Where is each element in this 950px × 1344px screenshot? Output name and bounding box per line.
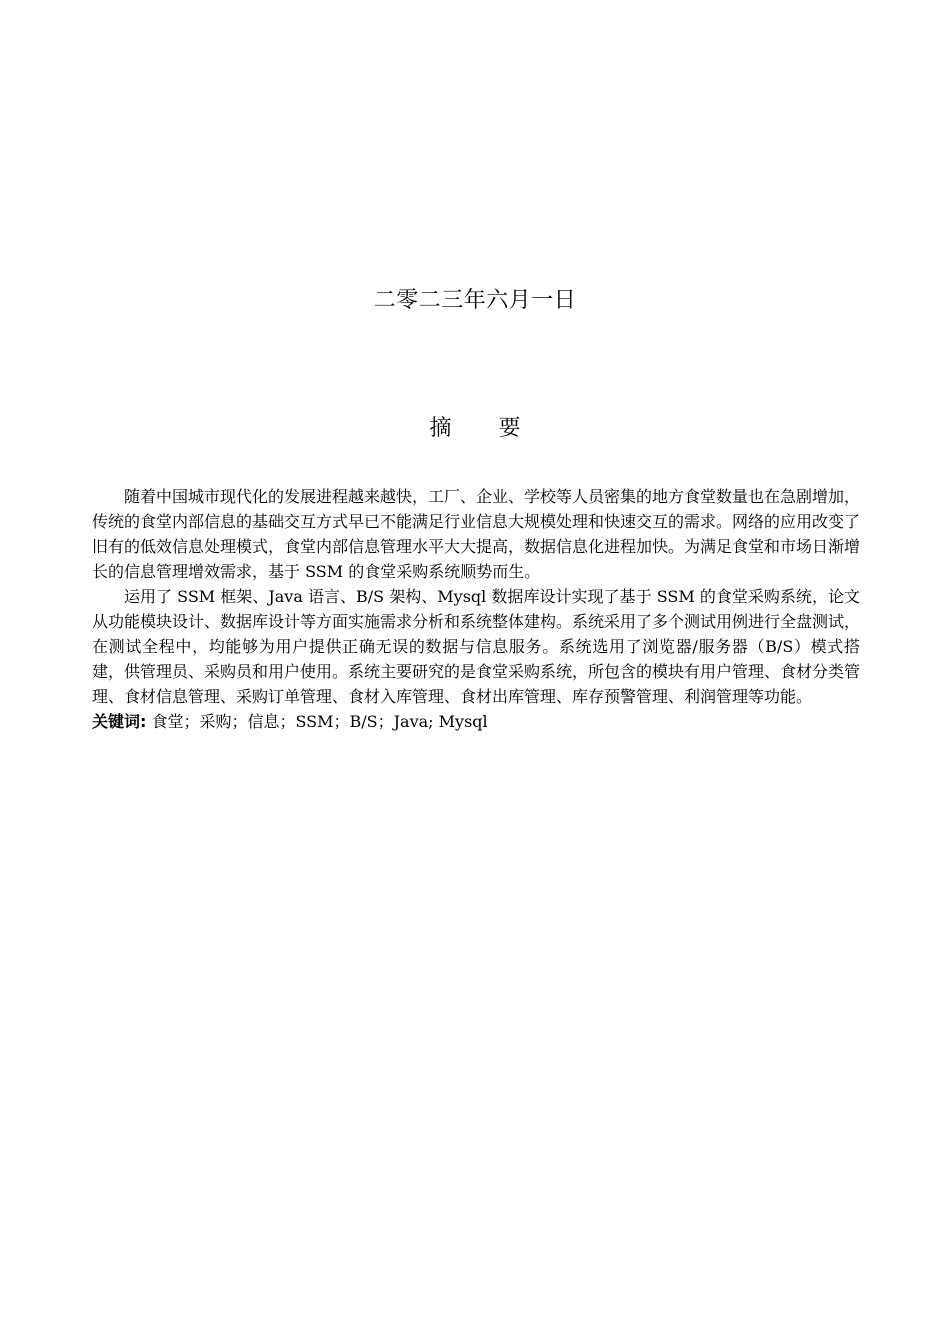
abstract-paragraph-1: 随着中国城市现代化的发展进程越来越快，工厂、企业、学校等人员密集的地方食堂数量也在急剧增加，传统的食堂内部信息的基础交互方式早已不能满足行业信息大规模处理和快速交互的需求。网络的应用改变了旧有的低效信息处理模式，食堂内部信息管理水平大大提高，数据信息化进程加快。为满足食堂和市场日渐增长的信息管理增效需求，基于 SSM 的食堂采购系统顺势而生。 xyxy=(92,487,861,581)
abstract-paragraph-2: 运用了 SSM 框架、Java 语言、B/S 架构、Mysql 数据库设计实现了基于 SSM 的食堂采购系统，论文从功能模块设计、数据库设计等方面实施需求分析和系统整体建构。系统采用了多个测试用例进行全盘测试，在测试全程中，均能够为用户提供正确无误的数据与信息服务。系统选用了浏览器/服务器（B/S）模式搭建，供管理员、采购员和用户使用。系统主要研究的是食堂采购系统，所包含的模块有用户管理、食材分类管理、食材信息管理、采购订单管理、食材入库管理、食材出库管理、库存预警管理、利润管理等功能。 xyxy=(92,587,861,706)
abstract-body xyxy=(92,484,860,734)
abstract-title: 摘 要 xyxy=(429,416,541,441)
keywords-line xyxy=(92,709,860,734)
cover-date: 二零二三年六月一日 xyxy=(373,288,577,313)
keywords-value: 食堂；采购；信息；SSM；B/S；Java; Mysql xyxy=(151,712,488,731)
keywords-label: 关键词: xyxy=(92,712,147,731)
